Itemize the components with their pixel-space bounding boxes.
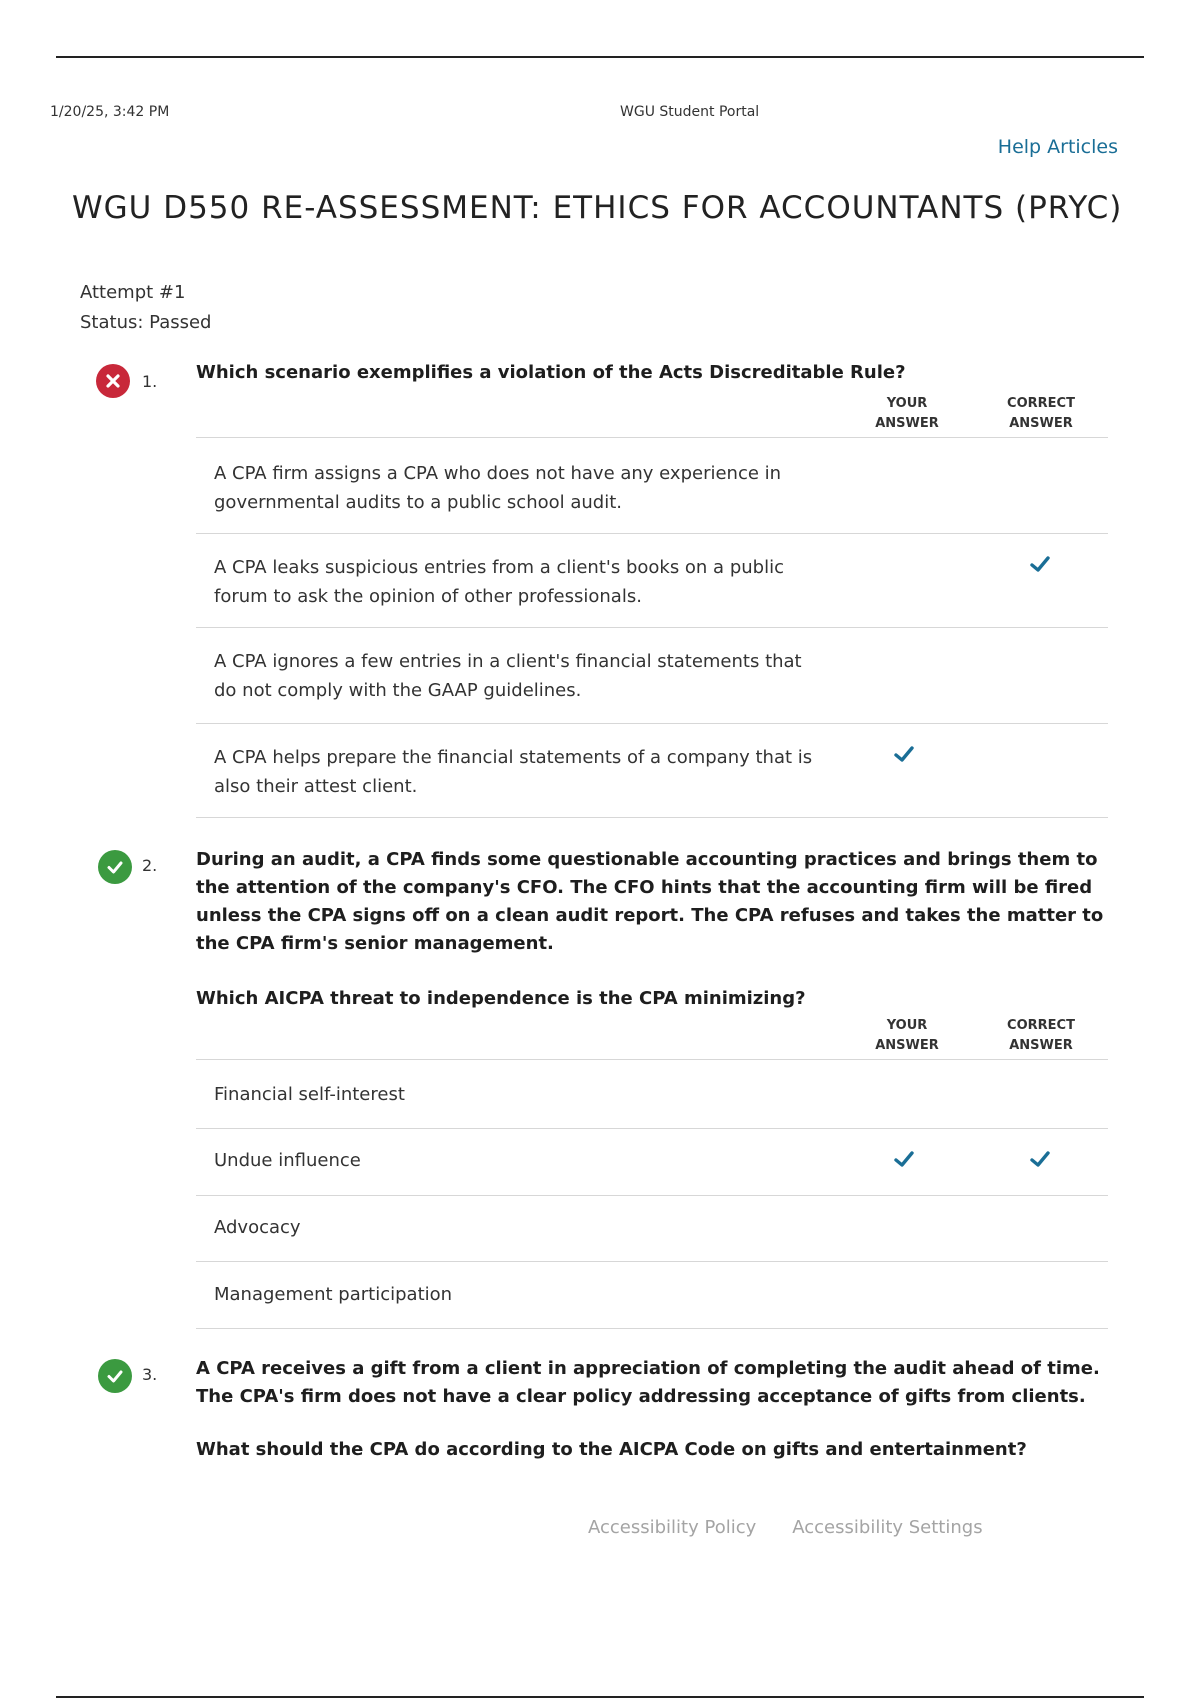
your-answer-header: YOUR ANSWER [875, 1018, 939, 1053]
print-datetime: 1/20/25, 3:42 PM [50, 104, 170, 120]
question-scenario: During an audit, a CPA finds some questionable accounting practices and brings them to the attention of the company's CFO. The CFO hints that the accounting firm will be fired unless the CPA signs off on a clean audit report. The CPA refuses and takes the matter to the CPA firm's senior management. [196, 849, 1104, 954]
answer-option: A CPA leaks suspicious entries from a client's books on a public forum to ask the opinion of other professionals. [214, 557, 784, 607]
checkmark-icon [893, 1148, 915, 1170]
question-prompt: Which AICPA threat to independence is the CPA minimizing? [196, 988, 806, 1009]
checkmark-icon [893, 743, 915, 765]
answer-option: A CPA helps prepare the financial statements of a company that is also their attest client. [214, 747, 813, 797]
divider [196, 723, 1108, 724]
divider [196, 533, 1108, 534]
question-prompt: Which scenario exemplifies a violation of the Acts Discreditable Rule? [196, 362, 906, 383]
question-number: 3. [142, 1365, 158, 1384]
divider [196, 817, 1108, 818]
help-articles-link[interactable]: Help Articles [997, 136, 1118, 158]
question-number: 2. [142, 856, 158, 875]
answer-option: A CPA firm assigns a CPA who does not have any experience in governmental audits to a public school audit. [214, 463, 782, 513]
correct-answer-header: CORRECT ANSWER [1007, 1018, 1075, 1053]
bottom-rule [56, 1696, 1144, 1698]
divider [196, 1261, 1108, 1262]
answer-option: A CPA ignores a few entries in a client's financial statements that do not comply with the GAAP guidelines. [214, 651, 802, 701]
question-prompt: What should the CPA do according to the AICPA Code on gifts and entertainment? [196, 1439, 1027, 1460]
footer-links [588, 1517, 983, 1538]
print-page-title: WGU Student Portal [620, 104, 760, 120]
page-title: WGU D550 RE-ASSESSMENT: ETHICS FOR ACCOUNTANTS (PRYC) [72, 190, 1123, 226]
divider [196, 1059, 1108, 1060]
question-scenario: A CPA receives a gift from a client in appreciation of completing the audit ahead of time. The CPA's firm does not have a clear policy addressing acceptance of gifts from clients. [196, 1358, 1100, 1407]
correct-answer-header: CORRECT ANSWER [1007, 396, 1075, 431]
question-number: 1. [142, 372, 158, 391]
attempt-status: Status: Passed [80, 312, 212, 333]
attempt-number: Attempt #1 [80, 282, 186, 303]
x-circle-icon [96, 364, 130, 398]
answer-option: Undue influence [214, 1150, 361, 1171]
divider [196, 1328, 1108, 1329]
divider [196, 1128, 1108, 1129]
check-circle-icon [98, 850, 132, 884]
accessibility-policy-link[interactable]: Accessibility Policy [588, 1517, 757, 1538]
answer-option: Financial self-interest [214, 1084, 405, 1105]
checkmark-icon [1029, 1148, 1051, 1170]
divider [196, 627, 1108, 628]
your-answer-header: YOUR ANSWER [875, 396, 939, 431]
answer-option: Management participation [214, 1284, 453, 1305]
checkmark-icon [1029, 553, 1051, 575]
divider [196, 1195, 1108, 1196]
top-rule [56, 56, 1144, 58]
accessibility-settings-link[interactable]: Accessibility Settings [792, 1517, 983, 1538]
answer-option: Advocacy [214, 1217, 301, 1238]
divider [196, 437, 1108, 438]
check-circle-icon [98, 1359, 132, 1393]
